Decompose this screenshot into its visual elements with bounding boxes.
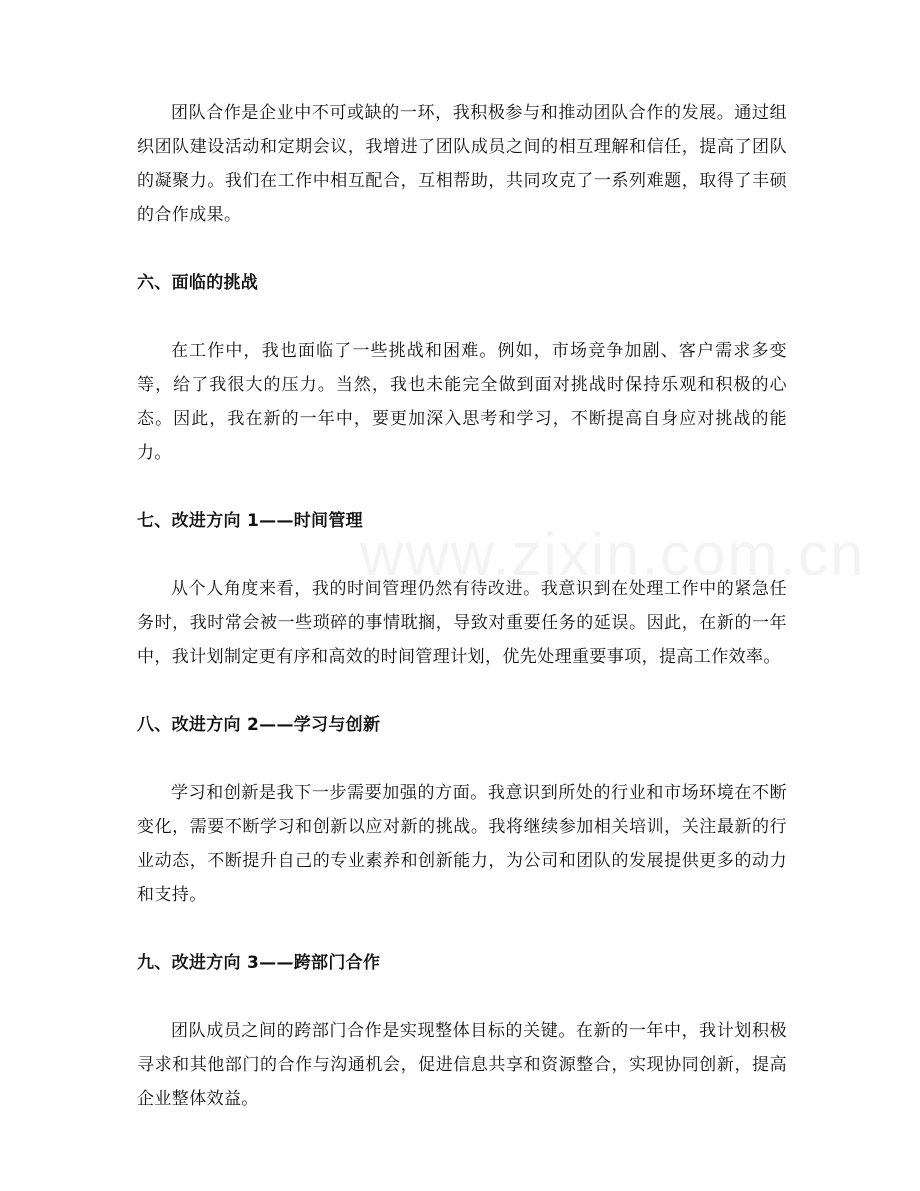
heading-challenges: 六、面临的挑战	[137, 273, 259, 293]
heading-time-management: 七、改进方向 1——时间管理	[137, 511, 363, 531]
document-body	[137, 96, 787, 1150]
paragraph-cross-department: 团队成员之间的跨部门合作是实现整体目标的关键。在新的一年中，我计划积极寻求和其他部门的合作与沟通机会，促进信息共享和资源整合，实现协同创新，提高企业整体效益。	[137, 1021, 787, 1109]
paragraph-challenges: 在工作中，我也面临了一些挑战和困难。例如，市场竞争加剧、客户需求多变等，给了我很大的压力。当然，我也未能完全做到面对挑战时保持乐观和积极的心态。因此，我在新的一年中，要更加深入思考和学习，不断提高自身应对挑战的能力。	[137, 341, 787, 463]
heading-learning-innovation: 八、改进方向 2——学习与创新	[137, 715, 381, 735]
paragraph-learning-innovation: 学习和创新是我下一步需要加强的方面。我意识到所处的行业和市场环境在不断变化，需要不断学习和创新以应对新的挑战。我将继续参加相关培训，关注最新的行业动态，不断提升自己的专业素养和创新能力，为公司和团队的发展提供更多的动力和支持。	[137, 783, 787, 905]
heading-cross-department: 九、改进方向 3——跨部门合作	[137, 953, 381, 973]
paragraph-team-cooperation: 团队合作是企业中不可或缺的一环，我积极参与和推动团队合作的发展。通过组织团队建设活动和定期会议，我增进了团队成员之间的相互理解和信任，提高了团队的凝聚力。我们在工作中相互配合，互相帮助，共同攻克了一系列难题，取得了丰硕的合作成果。	[137, 103, 787, 225]
paragraph-time-management: 从个人角度来看，我的时间管理仍然有待改进。我意识到在处理工作中的紧急任务时，我时常会被一些琐碎的事情耽搁，导致对重要任务的延误。因此，在新的一年中，我计划制定更有序和高效的时间管理计划，优先处理重要事项，提高工作效率。	[137, 579, 787, 667]
